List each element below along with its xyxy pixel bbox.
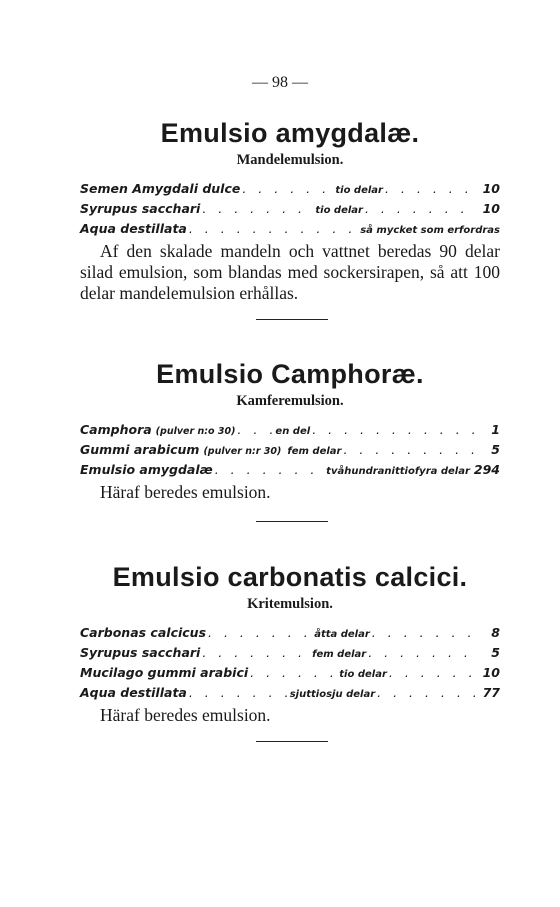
leader-dots — [208, 623, 312, 643]
ingredient-list — [80, 179, 500, 239]
ingredient-quantity: så mycket som erfordras — [360, 225, 500, 236]
ingredient-number: 1 — [491, 422, 500, 437]
recipe-section-emulsio-amygdalae — [80, 117, 500, 304]
leader-dots — [312, 420, 476, 440]
ingredient-row — [80, 199, 500, 219]
recipe-section-emulsio-carbonatis-calcici — [80, 561, 500, 726]
leader-dots — [215, 460, 324, 480]
leader-dots — [237, 420, 273, 440]
ingredient-row — [80, 440, 500, 460]
ingredient-name: Aqua destillata — [80, 685, 187, 700]
ingredient-number: 294 — [473, 462, 500, 477]
recipe-subtitle: Mandelemulsion. — [236, 152, 344, 168]
ingredient-quantity: åtta delar — [314, 629, 370, 640]
ingredient-name: Emulsio amygdalæ — [80, 462, 213, 477]
recipe-subtitle: Kamferemulsion. — [236, 393, 344, 409]
leader-dots — [250, 663, 337, 683]
ingredient-name: Syrupus sacchari — [80, 201, 201, 216]
ingredient-name: Aqua destillata — [80, 221, 187, 236]
page-number: — 98 — — [252, 74, 308, 91]
ingredient-number: 10 — [482, 201, 500, 216]
recipe-title: Emulsio Camphoræ. — [156, 359, 424, 389]
section-divider — [256, 521, 328, 522]
ingredient-quantity: tio delar — [335, 185, 383, 196]
ingredient-row — [80, 420, 500, 440]
recipe-title: Emulsio carbonatis calcici. — [112, 562, 468, 592]
ingredient-row — [80, 683, 500, 703]
ingredient-note: (pulver n:o 30) — [155, 426, 236, 437]
ingredient-name: Mucilago gummi arabici — [80, 665, 249, 680]
ingredient-row — [80, 663, 500, 683]
ingredient-quantity: fem delar — [312, 649, 367, 660]
ingredient-row — [80, 179, 500, 199]
leader-dots — [242, 179, 333, 199]
ingredient-name: Syrupus sacchari — [80, 645, 201, 660]
section-divider — [256, 741, 328, 742]
ingredient-quantity: tio delar — [315, 205, 363, 216]
ingredient-row — [80, 623, 500, 643]
ingredient-quantity: sjuttiosju delar — [289, 689, 376, 700]
ingredient-quantity: tvåhundranittiofyra delar — [326, 466, 470, 477]
leader-dots — [189, 219, 358, 239]
leader-dots — [372, 623, 476, 643]
ingredient-row — [80, 460, 500, 480]
leader-dots — [389, 663, 476, 683]
ingredient-number: 77 — [482, 685, 500, 700]
ingredient-row — [80, 219, 500, 239]
leader-dots — [189, 683, 288, 703]
ingredient-number: 10 — [482, 665, 500, 680]
recipe-instructions: Af den skalade mandeln och vattnet beredas 90 delar silad emulsion, som blandas med sockersirapen, så att 100 delar mandelemulsion erhållas. — [80, 241, 500, 303]
ingredient-note: (pulver n:r 30) — [203, 446, 282, 457]
recipe-instructions: Häraf beredes emulsion. — [100, 705, 271, 725]
ingredient-number: 5 — [491, 645, 500, 660]
ingredient-number: 8 — [491, 625, 500, 640]
recipe-section-emulsio-camphorae — [80, 358, 500, 503]
leader-dots — [202, 199, 313, 219]
recipe-instructions: Häraf beredes emulsion. — [100, 482, 271, 502]
leader-dots — [368, 643, 476, 663]
recipe-subtitle: Kritemulsion. — [247, 596, 333, 612]
ingredient-row — [80, 643, 500, 663]
ingredient-name: Semen Amygdali dulce — [80, 181, 241, 196]
ingredient-quantity: en del — [275, 426, 311, 437]
leader-dots — [385, 179, 476, 199]
ingredient-quantity: fem delar — [287, 446, 342, 457]
ingredient-name: Gummi arabicum — [80, 442, 200, 457]
ingredient-list — [80, 623, 500, 703]
leader-dots — [377, 683, 476, 703]
recipe-title: Emulsio amygdalæ. — [160, 118, 420, 148]
ingredient-quantity: tio delar — [339, 669, 387, 680]
ingredient-number: 5 — [491, 442, 500, 457]
ingredient-name: Camphora — [80, 422, 152, 437]
ingredient-name: Carbonas calcicus — [80, 625, 207, 640]
leader-dots — [365, 199, 476, 219]
leader-dots — [343, 440, 476, 460]
section-divider — [256, 319, 328, 320]
ingredient-list — [80, 420, 500, 480]
leader-dots — [202, 643, 310, 663]
ingredient-number: 10 — [482, 181, 500, 196]
